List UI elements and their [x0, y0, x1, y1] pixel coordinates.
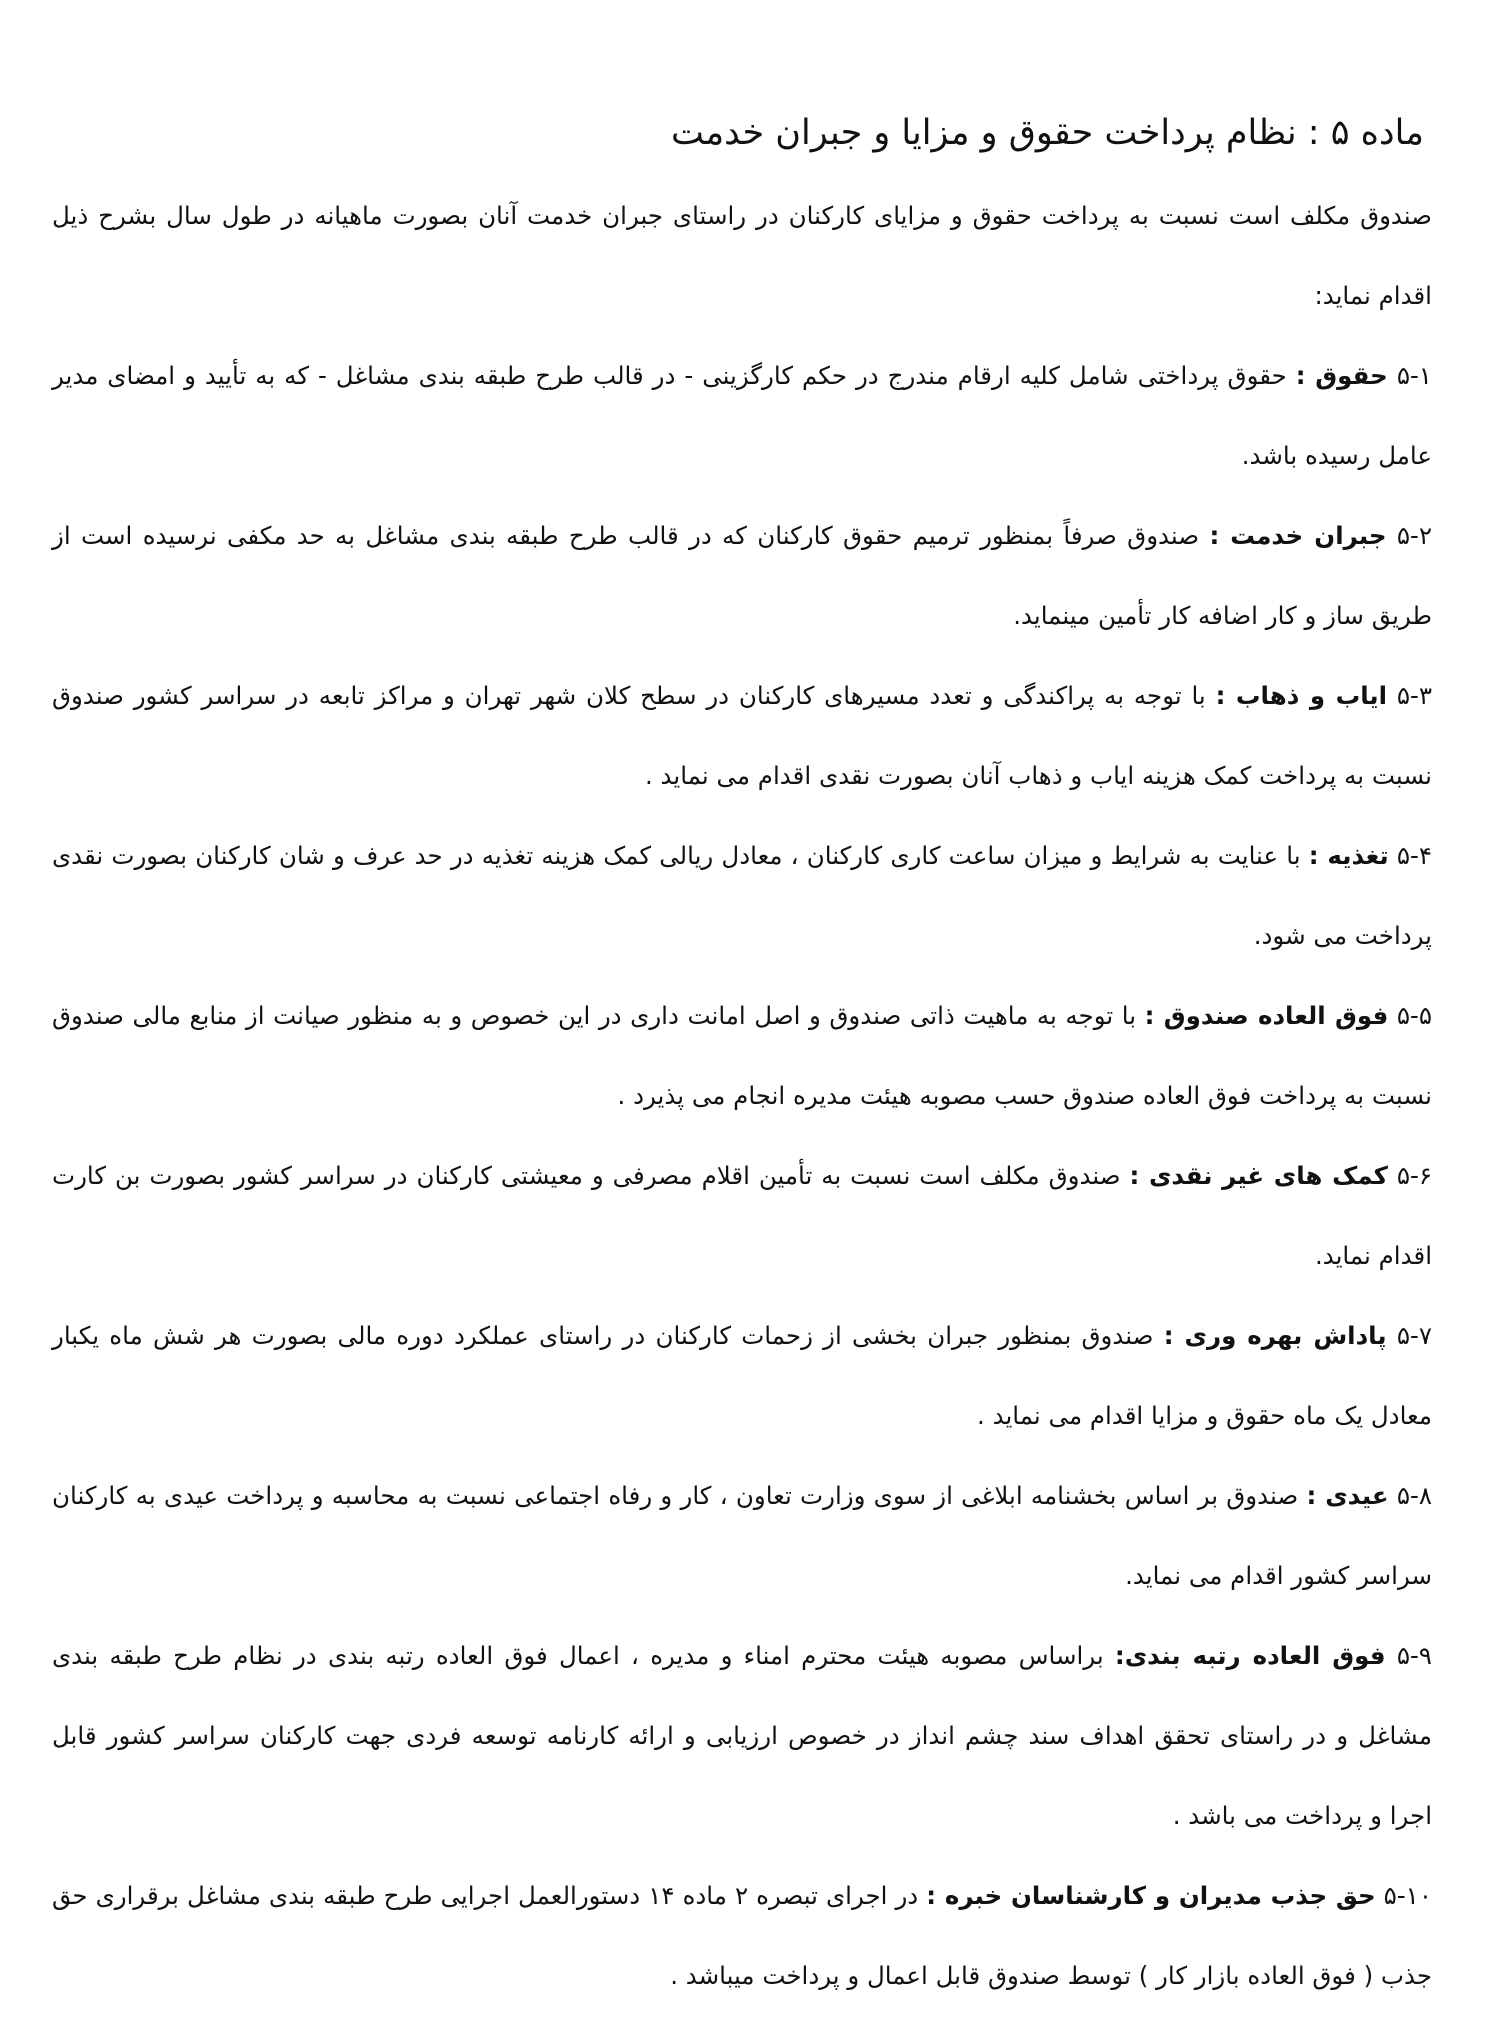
- clause-5-5: [52, 976, 1432, 1136]
- clause-5-2: [52, 496, 1432, 656]
- clause-label: فوق العاده صندوق :: [1144, 1001, 1389, 1030]
- clause-5-7: [52, 1296, 1432, 1456]
- clause-5-8: [52, 1456, 1432, 1616]
- clause-text: براساس مصوبه هیئت محترم امناء و مدیره ، اعمال فوق العاده رتبه بندی در نظام طرح طبقه بندی مشاغل و در راستای تحقق اهداف سند چشم انداز در خصوص ارزیابی و ارائه کارنامه توسعه فردی جهت کارکنان سراسر کشور قابل اجرا و پرداخت می باشد .: [52, 1641, 1432, 1830]
- clause-text: صندوق بمنظور جبران بخشی از زحمات کارکنان در راستای عملکرد دوره مالی بصورت هر شش ماه یکبار معادل یک ماه حقوق و مزایا اقدام می نماید .: [52, 1321, 1432, 1430]
- clause-5-9: [52, 1616, 1432, 1856]
- clause-number: ۵-۴: [1396, 841, 1432, 870]
- clause-number: ۵-۹: [1396, 1641, 1432, 1670]
- clause-text: در اجرای تبصره ۲ ماده ۱۴ دستورالعمل اجرایی طرح طبقه بندی مشاغل برقراری حق جذب ( فوق العاده بازار کار ) توسط صندوق قابل اعمال و پرداخت میباشد .: [52, 1881, 1432, 1990]
- clause-5-4: [52, 816, 1432, 976]
- article-title: ماده ۵ : نظام پرداخت حقوق و مزایا و جبران خدمت: [671, 113, 1424, 153]
- clause-number: ۵-۵: [1396, 1001, 1433, 1030]
- clause-text: با عنایت به شرایط و میزان ساعت کاری کارکنان ، معادل ریالی کمک هزینه تغذیه در حد عرف و شان کارکنان بصورت نقدی پرداخت می شود.: [52, 841, 1432, 950]
- clause-5-1: [52, 336, 1432, 496]
- clause-5-10: [52, 1856, 1432, 2016]
- clause-text: حقوق پرداختی شامل کلیه ارقام مندرج در حکم کارگزینی - در قالب طرح طبقه بندی مشاغل - که به تأیید و امضای مدیر عامل رسیده باشد.: [52, 361, 1432, 470]
- clause-label: تغذیه :: [1308, 841, 1389, 870]
- clause-text: صندوق مکلف است نسبت به تأمین اقلام مصرفی و معیشتی کارکنان در سراسر کشور بصورت بن کارت اقدام نماید.: [52, 1161, 1432, 1270]
- clause-number: ۵-۷: [1396, 1321, 1432, 1350]
- clause-number: ۵-۲: [1396, 521, 1433, 550]
- clause-label: کمک های غیر نقدی :: [1129, 1161, 1388, 1190]
- clause-label: فوق العاده رتبه بندی:: [1114, 1641, 1386, 1670]
- clause-5-6: [52, 1136, 1432, 1296]
- clause-number: ۵-۳: [1396, 681, 1432, 710]
- clause-text: با توجه به ماهیت ذاتی صندوق و اصل امانت داری در این خصوص و به منظور صیانت از منابع مالی صندوق نسبت به پرداخت فوق العاده صندوق حسب مصوبه هیئت مدیره انجام می پذیرد .: [52, 1001, 1432, 1110]
- clause-text: صندوق صرفاً بمنظور ترمیم حقوق کارکنان که در قالب طرح طبقه بندی مشاغل به حد مکفی نرسیده است از طریق ساز و کار اضافه کار تأمین مینماید.: [52, 521, 1432, 630]
- clause-label: جبران خدمت :: [1209, 521, 1387, 550]
- clause-label: ایاب و ذهاب :: [1215, 681, 1388, 710]
- clause-number: ۵-۸: [1396, 1481, 1432, 1510]
- clause-label: پاداش بهره وری :: [1163, 1321, 1387, 1350]
- clause-text: با توجه به پراکندگی و تعدد مسیرهای کارکنان در سطح کلان شهر تهران و مراکز تابعه در سراسر کشور صندوق نسبت به پرداخت کمک هزینه ایاب و ذهاب آنان بصورت نقدی اقدام می نماید .: [52, 681, 1432, 790]
- clause-label: حق جذب مدیران و کارشناسان خبره :: [926, 1881, 1376, 1910]
- intro-paragraph: صندوق مکلف است نسبت به پرداخت حقوق و مزایای کارکنان در راستای جبران خدمت آنان بصورت ماهیانه در طول سال بشرح ذیل اقدام نماید:: [52, 201, 1432, 310]
- clause-number: ۵-۱: [1396, 361, 1432, 390]
- clause-number: ۵-۱۰: [1383, 1881, 1432, 1910]
- clause-label: عیدی :: [1306, 1481, 1389, 1510]
- clause-number: ۵-۶: [1396, 1161, 1432, 1190]
- clause-label: حقوق :: [1295, 361, 1388, 390]
- clause-5-3: [52, 656, 1432, 816]
- clause-text: صندوق بر اساس بخشنامه ابلاغی از سوی وزارت تعاون ، کار و رفاه اجتماعی نسبت به محاسبه و پرداخت عیدی به کارکنان سراسر کشور اقدام می نماید.: [52, 1481, 1432, 1590]
